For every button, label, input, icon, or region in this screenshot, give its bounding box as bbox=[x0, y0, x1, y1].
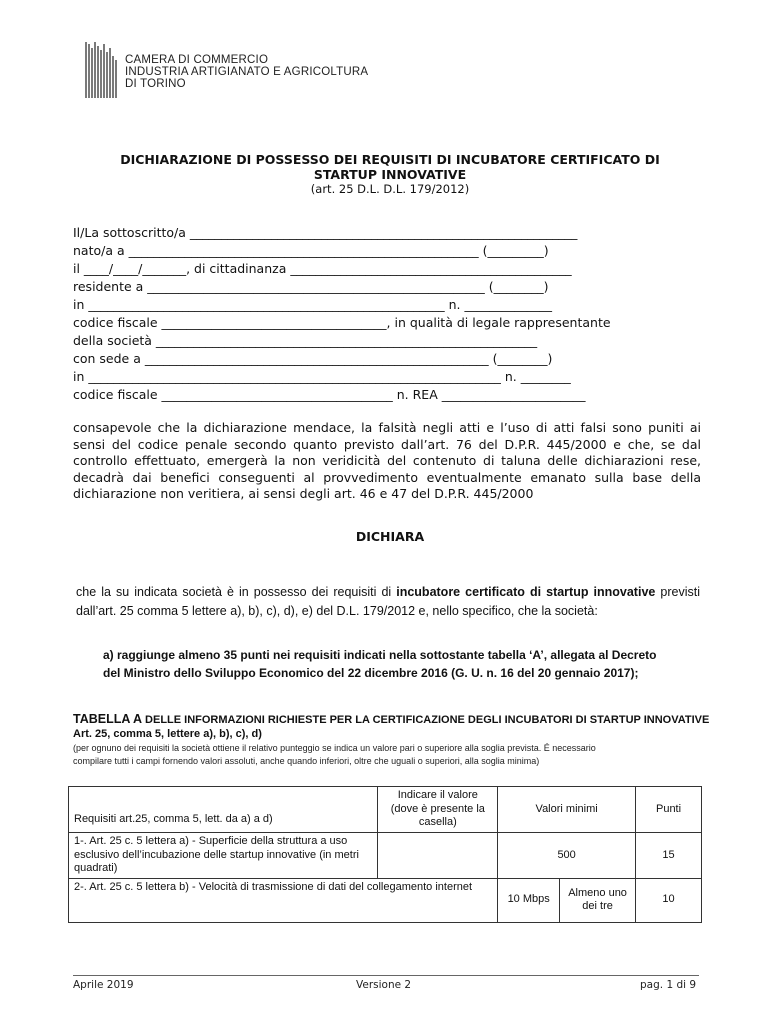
header-valori-minimi: Valori minimi bbox=[498, 787, 636, 833]
dichiara-text-bold: incubatore certificato di startup innovative bbox=[396, 585, 656, 599]
document-title bbox=[60, 152, 720, 182]
company-address-field-line: in __________________________________________________________________ n. ________ bbox=[73, 369, 571, 384]
value-input-cell[interactable] bbox=[378, 833, 498, 879]
chamber-name bbox=[125, 54, 368, 90]
requirement-point-a bbox=[103, 646, 700, 682]
tabella-note bbox=[73, 742, 713, 768]
minimum-value: 10 Mbps bbox=[498, 878, 560, 922]
document-title-line: STARTUP INNOVATIVE bbox=[313, 167, 467, 182]
tabella-subtitle: Art. 25, comma 5, lettere a), b), c), d) bbox=[73, 728, 262, 740]
requirements-table bbox=[68, 786, 702, 923]
chamber-name-line: INDUSTRIA ARTIGIANATO E AGRICOLTURA bbox=[125, 66, 369, 78]
chamber-name-line: DI TORINO bbox=[125, 78, 186, 90]
headquarters-field-line: con sede a _______________________________________________________ (________) bbox=[73, 351, 553, 366]
dichiara-heading: DICHIARA bbox=[355, 529, 425, 544]
residence-field-line: residente a ______________________________________________________ (________) bbox=[73, 279, 549, 294]
tabella-title-main: TABELLA A bbox=[73, 712, 142, 726]
table-row bbox=[69, 878, 702, 922]
dichiara-text-start: che la su indicata società è in possesso dei requisiti di bbox=[76, 585, 397, 599]
requirement-description: 1-. Art. 25 c. 5 lettera a) - Superficie della struttura a uso esclusivo dell’incubazione delle startup innovative (in metri quadrati) bbox=[69, 833, 378, 879]
header-requisiti: Requisiti art.25, comma 5, lett. da a) a d) bbox=[69, 787, 378, 833]
address-field-line: in _________________________________________________________ n. ______________ bbox=[73, 297, 552, 312]
company-tax-code-field-line: codice fiscale _____________________________________ n. REA _______________________ bbox=[73, 387, 586, 402]
header-punti: Punti bbox=[636, 787, 702, 833]
birthplace-field-line: nato/a a ________________________________________________________ (_________) bbox=[73, 243, 549, 258]
name-field-line: Il/La sottoscritto/a ______________________________________________________________ bbox=[73, 225, 578, 240]
footer-page-number: pag. 1 di 9 bbox=[640, 979, 697, 991]
threshold-note: Almeno uno dei tre bbox=[560, 878, 636, 922]
chamber-name-line: CAMERA DI COMMERCIO bbox=[125, 54, 269, 66]
tax-code-field-line: codice fiscale ____________________________________, in qualità di legale rappresentante bbox=[73, 315, 611, 330]
footer-divider bbox=[73, 975, 699, 976]
requirement-point-a-line: del Ministro dello Sviluppo Economico del 22 dicembre 2016 (G. U. n. 16 del 20 gennaio 2017); bbox=[103, 666, 639, 680]
tabella-title bbox=[73, 712, 713, 727]
footer-version: Versione 2 bbox=[356, 979, 412, 991]
tabella-heading bbox=[73, 712, 713, 741]
dichiara-paragraph bbox=[76, 583, 700, 621]
document-title-line: DICHIARAZIONE DI POSSESSO DEI REQUISITI DI INCUBATORE CERTIFICATO DI bbox=[120, 152, 660, 167]
birthdate-field-line: il ____/____/_______, di cittadinanza _____________________________________________ bbox=[73, 261, 572, 276]
header-indicare-valore: Indicare il valore (dove è presente la casella) bbox=[378, 787, 498, 833]
document-subtitle: (art. 25 D.L. D.L. 179/2012) bbox=[310, 182, 470, 196]
table-row bbox=[69, 833, 702, 879]
company-field-line: della società _____________________________________________________________ bbox=[73, 333, 538, 348]
requirement-point-a-line: a) raggiunge almeno 35 punti nei requisiti indicati nella sottostante tabella ‘A’, allegata al Decreto bbox=[103, 648, 657, 662]
requirement-description: 2-. Art. 25 c. 5 lettera b) - Velocità di trasmissione di dati del collegamento internet bbox=[69, 878, 498, 922]
points-value: 10 bbox=[636, 878, 702, 922]
footer-date: Aprile 2019 bbox=[73, 979, 134, 991]
chamber-logo-icon bbox=[82, 40, 122, 100]
tabella-note-line: (per ognuno dei requisiti la società ottiene il relativo punteggio se indica un valore pari o superiore alla soglia prevista. É necessario bbox=[73, 743, 596, 753]
tabella-note-line: compilare tutti i campi fornendo valori assoluti, anche quando inferiori, oltre che uguali o superiori, alla soglia minima) bbox=[73, 756, 540, 766]
tabella-title-rest: DELLE INFORMAZIONI RICHIESTE PER LA CERTIFICAZIONE DEGLI INCUBATORI DI STARTUP INNOVATIVE bbox=[141, 714, 710, 726]
table-header-row bbox=[69, 787, 702, 833]
declaration-paragraph: consapevole che la dichiarazione mendace, la falsità negli atti e l’uso di atti falsi sono puniti ai sensi del codice penale secondo quanto previsto dall’art. 76 del D.P.R. 445/2000 e che, se dal controllo effettuato, emergerà la non veridicità del contenuto di taluna delle dichiarazioni rese, decadrà dai benefici conseguenti al provvedimento eventualmente emanato sulla base della dichiarazione non veritiera, ai sensi degli art. 46 e 47 del D.P.R. 445/2000 bbox=[73, 420, 701, 501]
minimum-value: 500 bbox=[498, 833, 636, 879]
points-value: 15 bbox=[636, 833, 702, 879]
dichiara-text-end: previsti dall’art. 25 comma 5 lettere a), b), c), d), e) del D.L. 179/2012 e, nello specifico, che la società: bbox=[76, 585, 700, 618]
